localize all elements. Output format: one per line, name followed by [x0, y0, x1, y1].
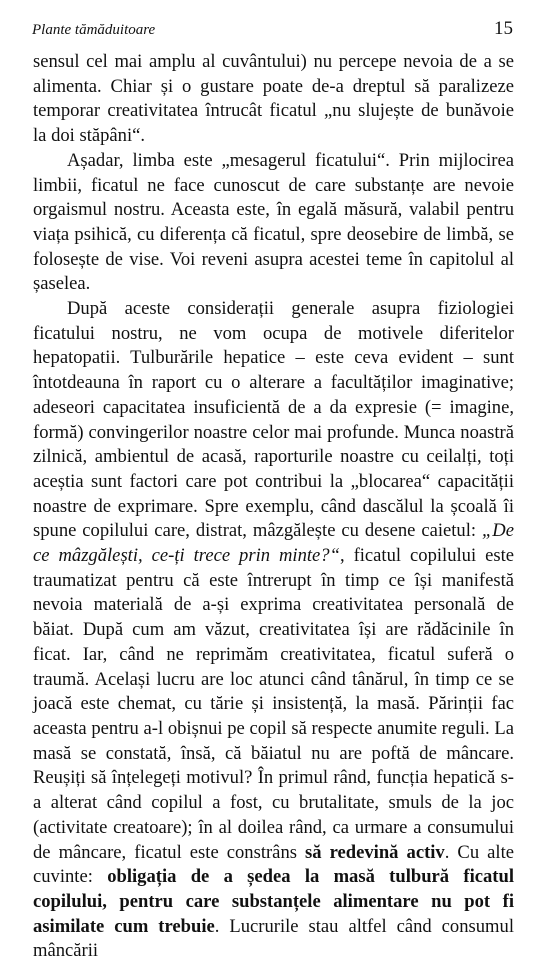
bold-text-run: obligația de a ședea la masă tulbură ficatul copilului, pentru care substanțele alimentare nu pot fi asimilate cum trebuie [33, 866, 514, 937]
text-run: După aceste considerații generale asupra fiziologiei ficatului nostru, ne vom ocupa de motivele diferitelor hepatopatii. Tulburările hepatice – este ceva evident – sunt întotdeauna în raport cu o alterare a facultăților imaginative; adeseori capacitatea insuficientă de a da expresie (= imagine, formă) convingerilor noastre celor mai profunde. Munca noastră zilnică, ambientul de acasă, raporturile noastre cu ceilalți, toți aceștia sunt factori care pot contribui la „blocarea“ capacității noastre de exprimare. Spre exemplu, când dascălul la școală îi spune copilului care, distrat, mâzgălește cu desene caietul: [33, 298, 514, 542]
page-number: 15 [494, 18, 513, 39]
paragraph [33, 50, 514, 149]
text-run: , ficatul copilului este traumatizat pentru că este întrerupt în timp ce își manifestă nevoia materială de a-și exprima creativitatea personală de băiat. După cum am văzut, creativitatea își are rădăcinile în ficat. Iar, când ne reprimăm creativitatea, ficatul suferă o traumă. Același lucru are loc atunci când tânărul, în timp ce se joacă este chemat, cu tărie și insistență, la masă. Părinții fac aceasta pentru a-l obișnui pe copil să respecte anumite reguli. La masă se constată, însă, că băiatul nu are poftă de mâncare. Reușiți să înțelegeți motivul? În primul rând, funcția hepatică s-a alterat când copilul a fost, cu brutalitate, smuls de la joc (activitate creatoare); în al doilea rând, ca urmare a consumului de mâncare, ficatul este constrâns [33, 545, 514, 863]
paragraph [33, 297, 514, 964]
text-run: sensul cel mai amplu al cuvântului) nu percepe nevoia de a se alimenta. Chiar și o gustare poate de-a dreptul să paralizeze temporar creativitatea întrucât ficatul „nu slujește de bunăvoie la doi stăpâni“. [33, 51, 514, 147]
italic-text-run: „De ce mâzgălești, ce-ți trece prin minte?“ [33, 520, 514, 567]
body-text [33, 50, 514, 964]
running-head: Plante tămăduitoare [32, 22, 156, 38]
text-run: . Lucrurile stau altfel când consumul mâncării [33, 915, 514, 962]
text-run: Așadar, limba este „mesagerul ficatului“. Prin mijlocirea limbii, ficatul ne face cunoscut de care substanțe are nevoie orgaismul nostru. Aceasta este, în egală măsură, valabil pentru viața psihică, cu diferența că ficatul, spre deosebire de limbă, se folosește de vise. Voi reveni asupra acestei teme în capitolul al șaselea. [33, 149, 514, 295]
paragraph [33, 149, 514, 297]
bold-text-run: să redevină activ [305, 841, 445, 863]
text-run: . Cu alte cuvinte: [33, 841, 515, 888]
